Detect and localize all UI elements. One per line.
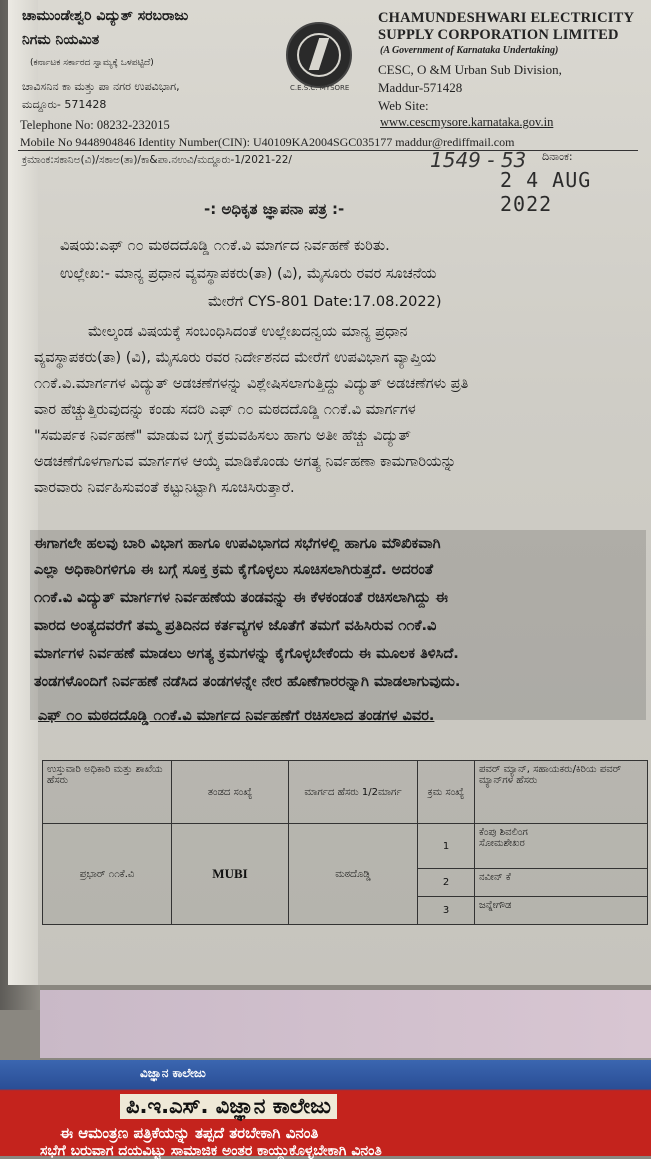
serial-cell: 1	[418, 824, 475, 869]
memo-title: -: ಅಧಿಕೃತ ಜ್ಞಾಪನಾ ಪತ್ರ :-	[204, 200, 345, 218]
officer-cell: ಪ್ರಭಾರ್ ೧೧ಕೆ.ವಿ	[43, 824, 172, 925]
reference-line-2: ಮೇರೆಗೆ CYS-801 Date:17.08.2022)	[208, 294, 442, 310]
header-kn-line-3: (ಕರ್ನಾಟಕ ಸರ್ಕಾರದ ಸ್ವಾಮ್ಯಕ್ಕೆ ಒಳಪಟ್ಟಿದೆ)	[30, 58, 154, 68]
company-subtitle: (A Government of Karnataka Undertaking)	[380, 45, 559, 56]
body-paragraph-line: ೧೧ಕೆ.ವಿ.ಮಾರ್ಗಗಳ ವಿದ್ಯುತ್ ಅಡಚಣೆಗಳನ್ನು ವಿಶ್ಲೇಷಿಸಲಾಗುತ್ತಿದ್ದು ವಿದ್ಯುತ್ ಅಡಚಣೆಗಳು ಪ್ರತಿ	[34, 376, 469, 392]
table-row	[43, 824, 648, 869]
body-paragraph-line: ಈಗಾಗಲೇ ಹಲವು ಬಾರಿ ವಿಭಾಗ ಹಾಗೂ ಉಪವಿಭಾಗದ ಸಭೆಗಳಲ್ಲಿ ಹಾಗೂ ಮೌಖಿಕವಾಗಿ	[34, 536, 441, 552]
division-address: CESC, O &M Urban Sub Division,	[378, 62, 562, 77]
banner-line-2: ಈ ಆಮಂತ್ರಣ ಪತ್ರಿಕೆಯನ್ನು ತಪ್ಪದೆ ತರಬೇಕಾಗಿ ವಿನಂತಿ	[60, 1124, 319, 1142]
header-kn-line-4: ಚಾವಿಸನಿನ ಕಾ ಮತ್ತು ಪಾ ನಗರ ಉಪವಿಭಾಗ,	[22, 80, 180, 93]
city-address: Maddur-571428	[378, 80, 463, 95]
subject-line: ವಿಷಯ:ಎಫ್ ೧೦ ಮಠದದೊಡ್ಡಿ ೧೧ಕೆ.ವಿ ಮಾರ್ಗದ ನಿರ್ವಹಣೆ ಕುರಿತು.	[60, 238, 390, 254]
header-lineman-names: ಪವರ್ ಮ್ಯಾನ್, ಸಹಾಯಕರು/ಕಿರಿಯ ಪವರ್ ಮ್ಯಾನ್‌ಗಳ ಹೆಸರು	[475, 761, 648, 824]
body-paragraph-line: ವ್ಯವಸ್ಥಾಪಕರು(ತಾ) (ವಿ), ಮೈಸೂರು ರವರ ನಿರ್ದೇಶನದ ಮೇರೆಗೆ ಉಪವಿಭಾಗ ವ್ಯಾಪ್ತಿಯ	[34, 350, 437, 366]
banner-college-name: ಪಿ.ಇ.ಎಸ್. ವಿಜ್ಞಾನ ಕಾಲೇಜು	[120, 1094, 337, 1119]
company-name-line-1: CHAMUNDESHWARI ELECTRICITY	[378, 10, 635, 26]
body-paragraph-line: ಎಲ್ಲಾ ಅಧಿಕಾರಿಗಳಿಗೂ ಈ ಬಗ್ಗೆ ಸೂಕ್ತ ಕ್ರಮ ಕೈಗೊಳ್ಳಲು ಸೂಚಿಸಲಾಗಿರುತ್ತದೆ. ಅದರಂತೆ	[34, 562, 434, 578]
banner-top-text: ವಿಜ್ಞಾನ ಕಾಲೇಜು	[140, 1066, 206, 1080]
body-paragraph-line: "ಸಮರ್ಪಕ ನಿರ್ವಹಣೆ" ಮಾಡುವ ಬಗ್ಗೆ ಕ್ರಮವಹಿಸಲು ಹಾಗು ಅತೀ ಹೆಚ್ಚು ವಿದ್ಯುತ್	[34, 428, 411, 444]
table-header-row	[43, 761, 648, 824]
company-name-line-2: SUPPLY CORPORATION LIMITED	[378, 27, 619, 43]
header-team: ತಂಡದ ಸಂಖ್ಯೆ	[172, 761, 289, 824]
body-paragraph-line: ತಂಡಗಳೊಂದಿಗೆ ನಿರ್ವಹಣೆ ನಡೆಸಿದ ತಂಡಗಳನ್ನೇ ನೇರ ಹೊಣೆಗಾರರನ್ನಾಗಿ ಮಾಡಲಾಗುವುದು.	[34, 674, 461, 690]
cesc-logo	[286, 22, 352, 88]
mobile-and-cin: Mobile No 9448904846 Identity Number(CIN): U40109KA2004SGC035177 maddur@rediffmail.com	[20, 135, 515, 149]
scanned-letter	[8, 0, 651, 985]
date-label: ದಿನಾಂಕ:	[542, 150, 573, 163]
reference-line: ಉಲ್ಲೇಖ:- ಮಾನ್ಯ ಪ್ರಧಾನ ವ್ಯವಸ್ಥಾಪಕರು(ತಾ) (ವಿ), ಮೈಸೂರು ರವರ ಸೂಚನೆಯ	[60, 266, 437, 282]
lineman-name-cell: ನವೀನ್ ಕೆ	[475, 869, 648, 897]
website-link[interactable]: www.cescmysore.karnataka.gov.in	[380, 115, 554, 129]
logo-caption: C.E.S.C. MYSORE	[290, 84, 350, 92]
body-paragraph-line: ೧೧ಕೆ.ವಿ ವಿದ್ಯುತ್ ಮಾರ್ಗಗಳ ನಿರ್ವಹಣೆಯ ತಂಡವನ್ನು ಈ ಕೆಳಕಂಡಂತೆ ರಚಿಸಲಾಗಿದ್ದು ಈ	[34, 590, 449, 606]
underlying-paper	[40, 990, 651, 1058]
banner-line-3: ಸಭೆಗೆ ಬರುವಾಗ ದಯವಿಟ್ಟು ಸಾಮಾಜಿಕ ಅಂತರ ಕಾಯ್ದುಕೊಳ್ಳಬೇಕಾಗಿ ವಿನಂತಿ	[40, 1143, 382, 1159]
telephone: Telephone No: 08232-232015	[20, 118, 170, 132]
header-kn-line-1: ಚಾಮುಂಡೇಶ್ವರಿ ವಿದ್ಯುತ್ ಸರಬರಾಜು	[22, 8, 189, 24]
header-kn-line-5: ಮದ್ದೂರು- 571428	[22, 98, 107, 111]
date-stamp: 2 4 AUG 2022	[500, 168, 592, 216]
lineman-name-cell: ಕೆಂಪು ಶಿವಲಿಂಗ ಸೋಮಶೇಖರ	[475, 824, 648, 869]
website-label: Web Site:	[378, 98, 429, 113]
serial-cell: 2	[418, 869, 475, 897]
serial-cell: 3	[418, 897, 475, 925]
body-paragraph-line: ಅಡಚಣೆಗೊಳಗಾಗುವ ಮಾರ್ಗಗಳ ಆಯ್ಕೆ ಮಾಡಿಕೊಂಡು ಅಗತ್ಯ ನಿರ್ವಹಣಾ ಕಾಮಗಾರಿಯನ್ನು	[34, 454, 457, 470]
handwritten-number: 1549 - 53	[430, 148, 527, 172]
header-line: ಮಾರ್ಗದ ಹೆಸರು 1/2ಮಾರ್ಗ	[289, 761, 418, 824]
line-cell: ಮಠದೊಡ್ಡಿ	[289, 824, 418, 925]
body-paragraph-line: ಮೇಲ್ಕಂಡ ವಿಷಯಕ್ಕೆ ಸಂಬಂಧಿಸಿದಂತೆ ಉಲ್ಲೇಖದನ್ವಯ ಮಾನ್ಯ ಪ್ರಧಾನ	[88, 324, 408, 340]
body-paragraph-line: ವಾರವಾರು ನಿರ್ವಹಿಸುವಂತೆ ಕಟ್ಟುನಿಟ್ಟಾಗಿ ಸೂಚಿಸಿರುತ್ತಾರೆ.	[34, 480, 295, 496]
header-serial: ಕ್ರಮ ಸಂಖ್ಯೆ	[418, 761, 475, 824]
body-paragraph-line: ವಾರದ ಅಂತ್ಯದವರೆಗೆ ತಮ್ಮ ಪ್ರತಿದಿನದ ಕರ್ತವ್ಯಗಳ ಜೊತೆಗೆ ತಮಗೆ ವಹಿಸಿರುವ ೧೧ಕೆ.ವಿ	[34, 618, 437, 634]
body-paragraph-line: ವಾರ ಹೆಚ್ಚುತ್ತಿರುವುದನ್ನು ಕಂಡು ಸದರಿ ಎಫ್ ೧೦ ಮಠದದೊಡ್ಡಿ ೧೧ಕೆ.ವಿ ಮಾರ್ಗಗಳ	[34, 402, 416, 418]
lineman-name-cell: ಜನ್ನೇಗೌಡ	[475, 897, 648, 925]
team-cell: MUBI	[172, 824, 289, 925]
table-caption: ಎಫ್ ೧೦ ಮಠದದೊಡ್ಡಿ ೧೧ಕೆ.ವಿ ಮಾರ್ಗದ ನಿರ್ವಹಣೆಗೆ ರಚಿಸಲಾದ ತಂಡಗಳ ವಿವರ.	[38, 708, 435, 724]
body-paragraph-line: ಮಾರ್ಗಗಳ ನಿರ್ವಹಣೆ ಮಾಡಲು ಅಗತ್ಯ ಕ್ರಮಗಳನ್ನು ಕೈಗೊಳ್ಳಬೇಕೆಂದು ಈ ಮೂಲಕ ತಿಳಿಸಿದೆ.	[34, 646, 459, 662]
header-officer: ಉಸ್ತುವಾರಿ ಅಧಿಕಾರಿ ಮತ್ತು ಶಾಖೆಯ ಹೆಸರು	[43, 761, 172, 824]
header-kn-line-2: ನಿಗಮ ನಿಯಮಿತ	[22, 32, 100, 48]
reference-number: ಕ್ರಮಾಂಕ:ಸಕಾನಿಅ(ವಿ)/ಸಕಾಅ(ತಾ)/ಕಾ&ಪಾ.ನಉವಿ/ಮದ್ದೂರು-1/2021-22/	[22, 154, 292, 166]
team-table	[42, 760, 648, 925]
